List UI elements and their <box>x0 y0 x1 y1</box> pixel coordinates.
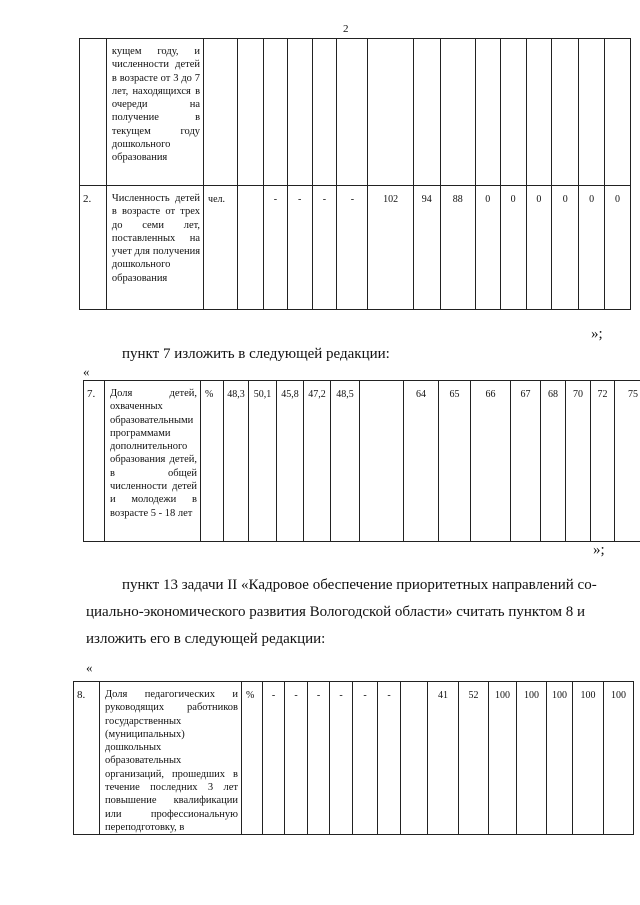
value-cell: 100 <box>489 682 517 835</box>
row-description: Численность детей в возрасте от трех до семи лет, поставленных на учет для получения дошкольного образования <box>106 186 203 310</box>
value-cell: 48,5 <box>331 381 360 542</box>
value-cell: 72 <box>591 381 615 542</box>
table-indicator-7 <box>83 380 640 542</box>
value-cell: 67 <box>511 381 541 542</box>
value-cell: - <box>264 186 288 310</box>
value-cell: 65 <box>439 381 471 542</box>
value-cell: 0 <box>526 186 552 310</box>
table-row <box>80 186 631 310</box>
value-cell: - <box>330 682 353 835</box>
value-cell: 52 <box>459 682 489 835</box>
value-cell: 68 <box>541 381 566 542</box>
table-indicators-1 <box>79 38 631 310</box>
closing-quote: »; <box>591 326 603 342</box>
value-cell: 0 <box>579 186 605 310</box>
paragraph-intro-p7: пункт 7 изложить в следующей редакции: <box>122 346 390 362</box>
row-index: 7. <box>84 381 105 542</box>
row-index: 2. <box>80 186 107 310</box>
value-cell: - <box>263 682 285 835</box>
value-cell: 100 <box>573 682 604 835</box>
paragraph-intro-p13-line3: изложить его в следующей редакции: <box>86 631 326 647</box>
value-cell: - <box>312 186 337 310</box>
paragraph-intro-p13-line2: циально-экономического развития Вологодской области» считать пунктом 8 и <box>86 604 586 620</box>
row-description: Доля педагогических и руководящих работников государственных (муниципальных) дошкольных образовательных организаций, прошедших в течение последних 3 лет повышение квалификации или профессиональную переподготовку, в <box>100 682 242 835</box>
table-row <box>84 381 640 542</box>
opening-quote: « <box>86 660 93 675</box>
row-description: Доля детей, охваченных образовательными программами дополнительного образования детей, в общей численности детей и молодежи в возрасте 5 - 18 лет <box>105 381 201 542</box>
value-cell: 0 <box>475 186 500 310</box>
paragraph-intro-p13-line1: пункт 13 задачи II «Кадровое обеспечение приоритетных направлений со- <box>122 577 597 593</box>
value-cell: - <box>353 682 378 835</box>
row-unit: % <box>201 381 224 542</box>
value-cell: - <box>308 682 330 835</box>
row-unit: % <box>242 682 263 835</box>
value-cell: 100 <box>547 682 573 835</box>
value-cell: 0 <box>605 186 631 310</box>
value-cell: - <box>287 186 312 310</box>
row-description: кущем году, и численности детей в возрасте от 3 до 7 лет, находящихся в очереди на получение в текущем году дошкольного образования <box>106 39 203 186</box>
row-index: 8. <box>74 682 100 835</box>
value-cell: 70 <box>566 381 591 542</box>
table-row <box>80 39 631 186</box>
value-cell: 0 <box>500 186 526 310</box>
value-cell: 50,1 <box>249 381 277 542</box>
value-cell: - <box>285 682 308 835</box>
table-indicator-8 <box>73 681 634 835</box>
value-cell: 41 <box>428 682 459 835</box>
value-cell: 64 <box>404 381 439 542</box>
value-cell: 47,2 <box>304 381 331 542</box>
value-cell: 102 <box>368 186 413 310</box>
value-cell: 0 <box>552 186 579 310</box>
row-unit: чел. <box>204 186 238 310</box>
opening-quote: « <box>83 364 90 379</box>
value-cell: - <box>337 186 368 310</box>
value-cell: 94 <box>413 186 440 310</box>
value-cell: 75 <box>615 381 640 542</box>
value-cell: - <box>378 682 401 835</box>
closing-quote: »; <box>593 542 605 558</box>
value-cell: 100 <box>604 682 634 835</box>
value-cell: 48,3 <box>224 381 249 542</box>
value-cell: 45,8 <box>277 381 304 542</box>
page-number: 2 <box>343 23 349 35</box>
value-cell: 88 <box>440 186 475 310</box>
table-row <box>74 682 634 835</box>
value-cell: 100 <box>517 682 547 835</box>
value-cell: 66 <box>471 381 511 542</box>
